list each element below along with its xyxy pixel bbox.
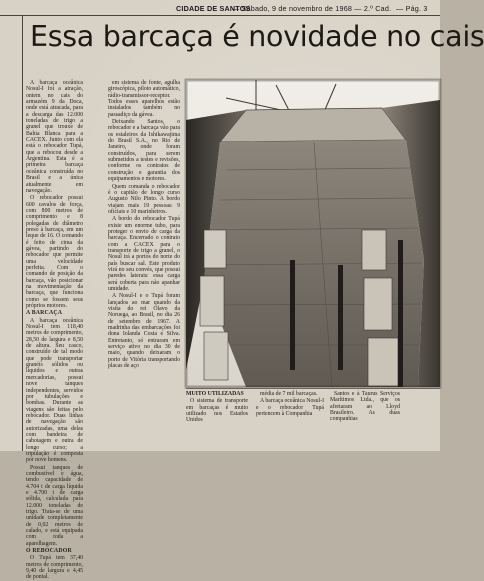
paragraph: A bordo do rebocador Tupá existe um enorme tubo, para proteger o envio de carga da barcaça. Encerrado o contrato com a CACEX para o transporte de trigo a granel, o Nosul irá a portos do norte do país buscar sal. Este produto virá no seu convés, que possui paredes laterais: essa carga será coberta para não apanhar umidade. <box>108 216 180 292</box>
paragraph: O rebocador possui 600 cavalos de força, com 800 metros de comprimento e 8 polegadas de diâmetro preso à barcaça, em um leque de 16. O comando é feito de cima da gávea, partindo do rebocador que permite uma velocidade perfeita. Com o comando de posição da barcaça, vão posicionar na movimentação da barcaça, que funciona como se fossem seus próprios motores. <box>26 195 83 310</box>
subheading: O REBOCADOR <box>26 548 72 555</box>
masthead-rule <box>0 15 440 16</box>
article-column-1 <box>26 80 83 581</box>
paragraph: A barcaça oceânica Nosul-I foi a atração, ontem no cais do armazém 9 da Doca, onde está atracada, para a descarga das 12.000 toneladas de trigo a granel que trouxe de Bahia Blanca para a CACEX. Junto com ela está o rebocador Tupá, que a rebocou desde a Argentina. Esta é a primeira barcaça oceânica construída no Brasil e a única atualmente em navegação. <box>26 80 83 194</box>
paragraph: A barcaça oceânica Nosul-I e o rebocador Tupá pertencem à Companhia <box>256 398 324 418</box>
article-column-2 <box>108 80 180 451</box>
paragraph: O Tupá tem 37,40 metros de comprimento, 9,40 de largura e 4,45 de pontal. <box>26 555 83 581</box>
headline: Essa barcaça é novidade no cais <box>30 20 484 53</box>
subheading: A BARCAÇA <box>26 310 63 317</box>
paragraph: A Nosul-I e o Tupá foram lançados ao mar quando da visita do rei Olavo da Noruega, ao Brasil, no dia 26 de setembro de 1967. A madrinha das embarcações foi dona Iolanda Costa e Silva. Entretanto, só entraram em serviço ativo no dia 30 de maio, quando deixaram o porto de Vitória transportando placas de aço <box>108 293 180 370</box>
paragraph: média de 7 mil barcaças. <box>260 391 318 397</box>
date-line: — Sábado, 9 de novembro de 1968 — 2.º Cad. <box>232 4 392 13</box>
paragraph: Possui tanques de combustível e água, tendo capacidade de 4.704 t de carga líquida e 4.700 t de carga sólida, calculada para 12.000 toneladas de trigo. Trata-se de uma unidade completamente de 0,02 metros de calado, e está equipada com toda a aparelhagem. <box>26 464 83 547</box>
barge-deck-photo <box>186 80 440 387</box>
masthead <box>0 2 440 14</box>
article-column-5 <box>330 391 400 451</box>
paragraph: O sistema de transporte em barcaças é muito utilizado nos Estados Unidos <box>186 398 248 424</box>
paragraph: A barcaça oceânica Nosul-I tem 118,40 metros de comprimento, 28,50 de largura e 8,50 de altura. Seu casco, construído de tal modo que pode transportar granéis sólidos ou líquidos e outras mercadorias, possui nove tanques independentes, servidos por tubulações e bombas. Durante as viagens são feitas pelo rebocador. Duas linhas de navegação são autorizadas, uma delas com bandeira de cabotagem e outra de longo curso; a tripulação é composta por nove homens. <box>26 317 83 464</box>
paragraph: Santos e à Taurus Serviços Marítimos Ltda., que os afretaram ao Lloyd Brasileiro. As duas companhias <box>330 391 400 423</box>
page-number: — Pág. 3 <box>396 4 428 13</box>
subheading: MUITO UTILIZADAS <box>186 391 244 397</box>
paragraph: em sistema de fonte, agulha giroscópica, piloto automático, rádio-transmissor-receptor. Todos esses aparelhos estão instalados também no passadiço da gávea. <box>108 80 180 118</box>
photo-bottom-rule <box>186 388 440 389</box>
column-divider <box>22 16 23 451</box>
paragraph: Quem comanda o rebocador é o capitão de longo curso Augusto Nilo Pinto. A bordo viajam mais 19 pessoas: 9 oficiais e 10 marinheiros. <box>108 183 180 215</box>
article-column-3 <box>186 391 248 451</box>
publication-name: CIDADE DE SANTOS <box>176 4 251 13</box>
paragraph: Deixando Santos, o rebocador e a barcaça vão para os estaleiros da Ishikawajima do Brasil S.A., no Rio de Janeiro, onde foram construídos, para serem submetidos a testes e revisões, conforme os contratos de construção e garantia dos equipamentos e motores. <box>108 119 180 183</box>
article-column-4 <box>256 391 324 451</box>
